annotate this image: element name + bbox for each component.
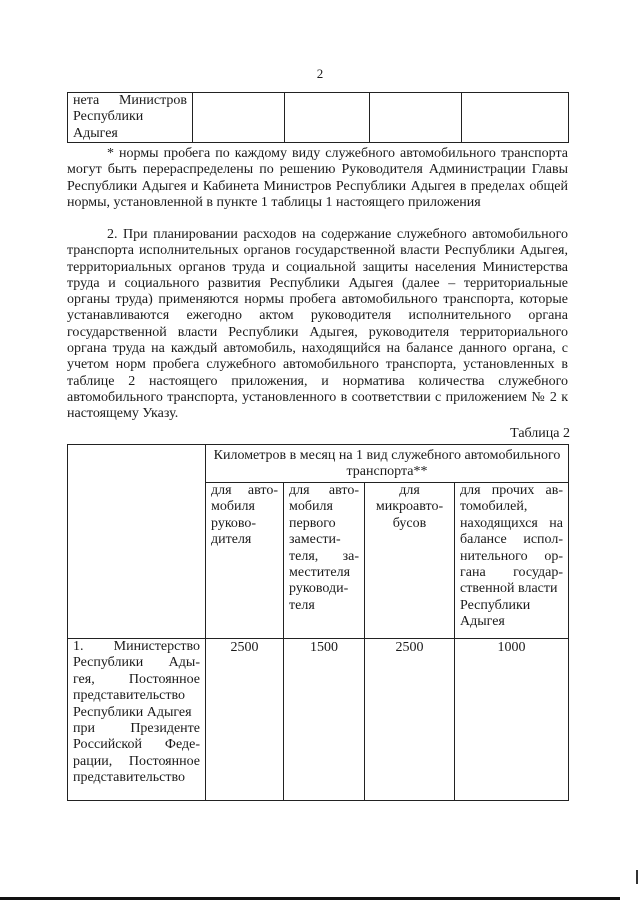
empty-cell bbox=[193, 93, 285, 143]
sub-header-line: томобилей, bbox=[460, 499, 528, 515]
sub-header-line: теля bbox=[289, 597, 315, 613]
empty-header-cell bbox=[68, 445, 206, 639]
value-deputy-car: 1500 bbox=[284, 639, 365, 801]
sub-header-line: ственной власти bbox=[460, 581, 558, 597]
value-other-cars: 1000 bbox=[455, 639, 569, 801]
sub-header-line: руководи- bbox=[289, 581, 349, 597]
sub-header-line: руково- bbox=[211, 515, 257, 531]
empty-cell bbox=[285, 93, 370, 143]
org-name-line: представительство bbox=[73, 770, 186, 786]
empty-cell bbox=[462, 93, 569, 143]
sub-header-line: дителя bbox=[211, 532, 252, 548]
table-row bbox=[68, 639, 569, 801]
sub-header-line: Адыгея bbox=[460, 614, 505, 630]
continued-cell-line: Республики bbox=[73, 109, 144, 125]
sub-header-line: для авто- bbox=[289, 483, 359, 498]
sub-header-line: для авто- bbox=[211, 483, 278, 498]
sub-header-line: замести- bbox=[289, 532, 341, 548]
table-2-label: Таблица 2 bbox=[510, 426, 570, 441]
sub-header-line: балансе испол- bbox=[460, 532, 564, 548]
org-name-line: гея, Постоянное bbox=[73, 671, 200, 687]
value-head-car: 2500 bbox=[206, 639, 284, 801]
sub-header-line: мобиля bbox=[289, 499, 333, 515]
sub-header-deputy-car bbox=[284, 483, 365, 639]
sub-header-line: Республики bbox=[460, 597, 531, 613]
page-number: 2 bbox=[316, 66, 324, 81]
continued-table-cell bbox=[68, 93, 193, 143]
scan-edge-mark bbox=[636, 870, 638, 884]
sub-header-line: находящихся на bbox=[460, 515, 564, 531]
paragraph-2: 2. При планировании расходов на содержание служебного автомобильного транспорта исполнительных органов государственной власти Республики Адыгея, территориальных органов труда и социальной защиты населения Министерства труда и социального развития Республики Адыгея (далее – территориальные органы труда) применяются нормы пробега автомобильного транспорта, которые устанавливаются ежегодно актом руководителя исполнительного органа государственной власти Республики Адыгея, руководителя территориального органа труда на каждый автомобиль, находящийся на балансе данного органа, с учетом норм пробега служебного автомобильного транспорта, установленных в таблице 2 настоящего приложения, и норматива количества служебного автомобильного транспорта, установленного в соответствии с приложением № 2 к настоящему Указу. bbox=[67, 227, 568, 422]
row-org-name bbox=[68, 639, 206, 801]
org-name-line: 1. Министерство bbox=[73, 639, 200, 654]
sub-header-line: теля, за- bbox=[289, 548, 359, 564]
org-name-line: Республики Адыгея bbox=[73, 704, 192, 720]
org-name-line: при Президенте bbox=[73, 721, 200, 737]
sub-header-head-car bbox=[206, 483, 284, 639]
empty-cell bbox=[370, 93, 462, 143]
continued-cell-line: Адыгея bbox=[73, 125, 118, 141]
value-minibus: 2500 bbox=[365, 639, 455, 801]
sub-header-line: для прочих ав- bbox=[460, 483, 564, 498]
sub-header-line: первого bbox=[289, 515, 336, 531]
org-name-line: рации, Постоянное bbox=[73, 753, 200, 769]
org-name-line: представительство bbox=[73, 688, 186, 704]
sub-header-line: микроавто- bbox=[375, 499, 444, 515]
org-name-line: Российской Феде- bbox=[73, 737, 200, 753]
sub-header-other-cars bbox=[455, 483, 569, 639]
sub-header-line: местителя bbox=[289, 565, 351, 581]
sub-header-line: для bbox=[399, 483, 420, 498]
continued-table-fragment bbox=[67, 92, 569, 143]
sub-header-line: гана государ- bbox=[460, 565, 564, 581]
table-2 bbox=[67, 444, 569, 801]
sub-header-line: мобиля bbox=[211, 499, 255, 515]
group-header: Километров в месяц на 1 вид служебного автомобильного транспорта** bbox=[206, 445, 569, 483]
footnote-paragraph: * нормы пробега по каждому виду служебного автомобильного транспорта могут быть перераспределены по решению Руководителя Администрации Главы Республики Адыгея и Кабинета Министров Республики Адыгея в пределах общей нормы, установленной в пункте 1 таблицы 1 настоящего приложения bbox=[67, 146, 568, 210]
org-name-line: Республики Ады- bbox=[73, 655, 200, 671]
sub-header-minibus bbox=[365, 483, 455, 639]
sub-header-line: нительного ор- bbox=[460, 548, 564, 564]
scan-edge-bar bbox=[0, 897, 620, 900]
continued-cell-line: нета Министров bbox=[73, 93, 187, 108]
sub-header-line: бусов bbox=[392, 515, 427, 531]
